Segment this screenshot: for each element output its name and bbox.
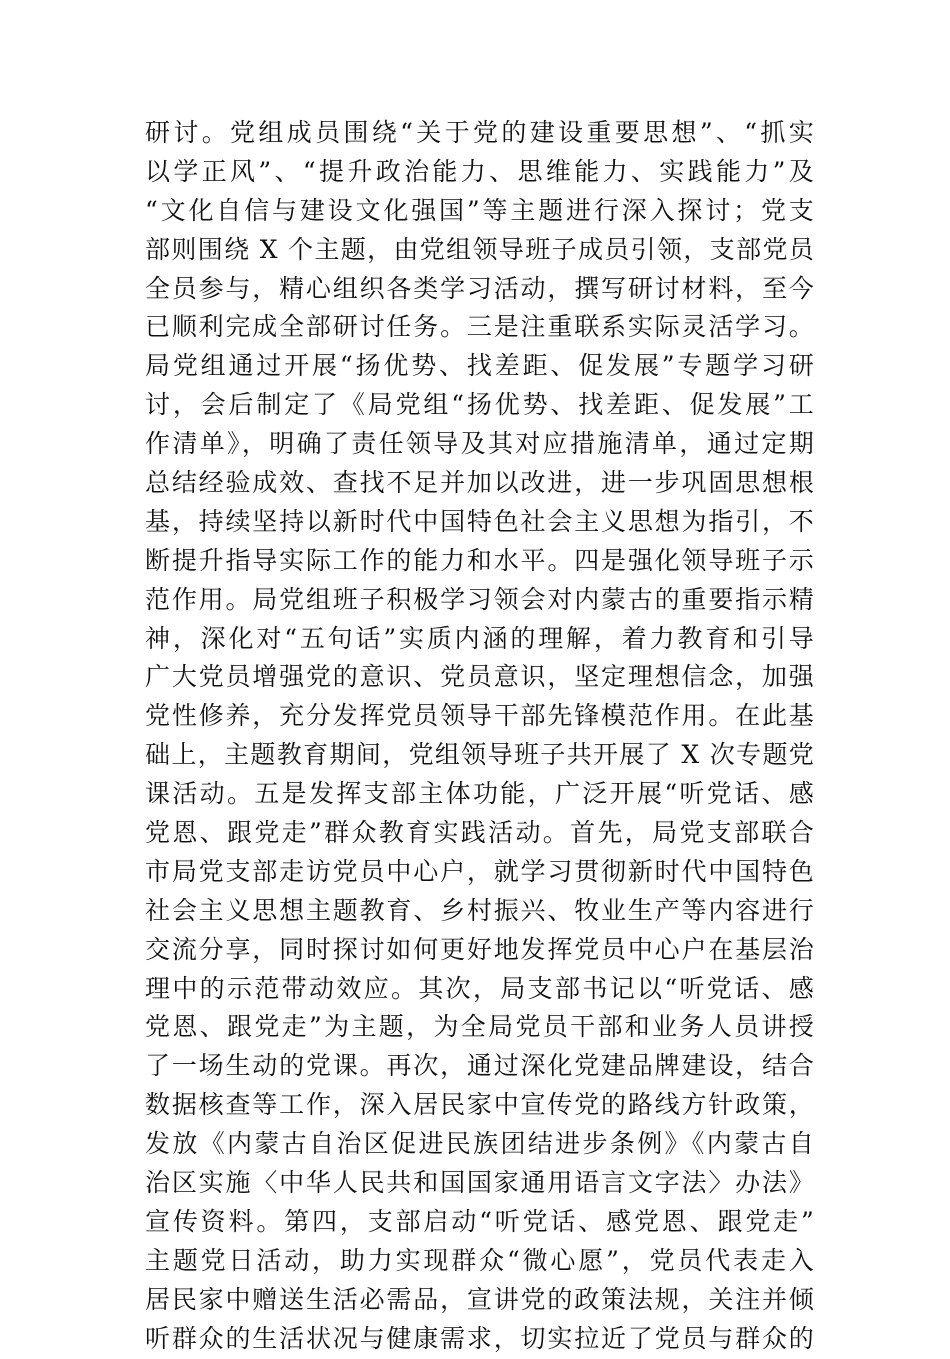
- text-line-3: “文化自信与建设文化强国”等主题进行深入探讨；党支: [145, 195, 815, 225]
- text-line-11: 基，持续坚持以新时代中国特色社会主义思想为指引，不: [145, 506, 815, 536]
- text-line-29: 宣传资料。第四，支部启动“听党话、感党恩、跟党走”: [145, 1206, 815, 1236]
- text-line-8: 讨，会后制定了《局党组“扬优势、找差距、促发展”工: [145, 390, 815, 420]
- text-line-6: 已顺利完成全部研讨任务。三是注重联系实际灵活学习。: [145, 312, 815, 342]
- text-line-16: 党性修养，充分发挥党员领导干部先锋模范作用。在此基: [145, 701, 815, 731]
- text-line-23: 理中的示范带动效应。其次，局支部书记以“听党话、感: [145, 973, 815, 1003]
- text-line-26: 数据核查等工作，深入居民家中宣传党的路线方针政策，: [145, 1090, 815, 1120]
- text-line-20: 市局党支部走访党员中心户，就学习贯彻新时代中国特色: [145, 856, 815, 886]
- text-line-19: 党恩、跟党走”群众教育实践活动。首先，局党支部联合: [145, 818, 815, 848]
- text-line-30: 主题党日活动，助力实现群众“微心愿”，党员代表走入: [145, 1245, 815, 1275]
- text-line-24: 党恩、跟党走”为主题，为全局党员干部和业务人员讲授: [145, 1012, 815, 1042]
- text-line-15: 广大党员增强党的意识、党员意识，坚定理想信念，加强: [145, 662, 815, 692]
- text-line-17: 础上，主题教育期间，党组领导班子共开展了 X 次专题党: [145, 740, 815, 770]
- text-line-5: 全员参与，精心组织各类学习活动，撰写研讨材料，至今: [145, 273, 815, 303]
- body-text: [145, 114, 815, 1359]
- text-line-31: 居民家中赠送生活必需品，宣讲党的政策法规，关注并倾: [145, 1284, 815, 1314]
- text-line-14: 神，深化对“五句话”实质内涵的理解，着力教育和引导: [145, 623, 815, 653]
- text-line-4: 部则围绕 X 个主题，由党组领导班子成员引领，支部党员: [145, 234, 815, 264]
- text-line-27: 发放《内蒙古自治区促进民族团结进步条例》《内蒙古自: [145, 1129, 815, 1159]
- text-line-13: 范作用。局党组班子积极学习领会对内蒙古的重要指示精: [145, 584, 815, 614]
- text-line-9: 作清单》，明确了责任领导及其对应措施清单，通过定期: [145, 429, 815, 459]
- text-line-1: 研讨。党组成员围绕“关于党的建设重要思想”、“抓实: [145, 118, 815, 147]
- text-line-2: 以学正风”、“提升政治能力、思维能力、实践能力”及: [145, 156, 815, 186]
- text-line-12: 断提升指导实际工作的能力和水平。四是强化领导班子示: [145, 545, 815, 575]
- text-line-28: 治区实施〈中华人民共和国国家通用语言文字法〉办法》: [145, 1168, 815, 1198]
- text-line-21: 社会主义思想主题教育、乡村振兴、牧业生产等内容进行: [145, 895, 815, 925]
- text-line-22: 交流分享，同时探讨如何更好地发挥党员中心户在基层治: [145, 934, 815, 964]
- text-line-10: 总结经验成效、查找不足并加以改进，进一步巩固思想根: [145, 468, 815, 498]
- text-line-25: 了一场生动的党课。再次，通过深化党建品牌建设，结合: [145, 1051, 815, 1081]
- text-line-32: 听群众的生活状况与健康需求，切实拉近了党员与群众的: [145, 1323, 815, 1353]
- text-line-7: 局党组通过开展“扬优势、找差距、促发展”专题学习研: [145, 351, 815, 381]
- text-line-18: 课活动。五是发挥支部主体功能，广泛开展“听党话、感: [145, 779, 815, 809]
